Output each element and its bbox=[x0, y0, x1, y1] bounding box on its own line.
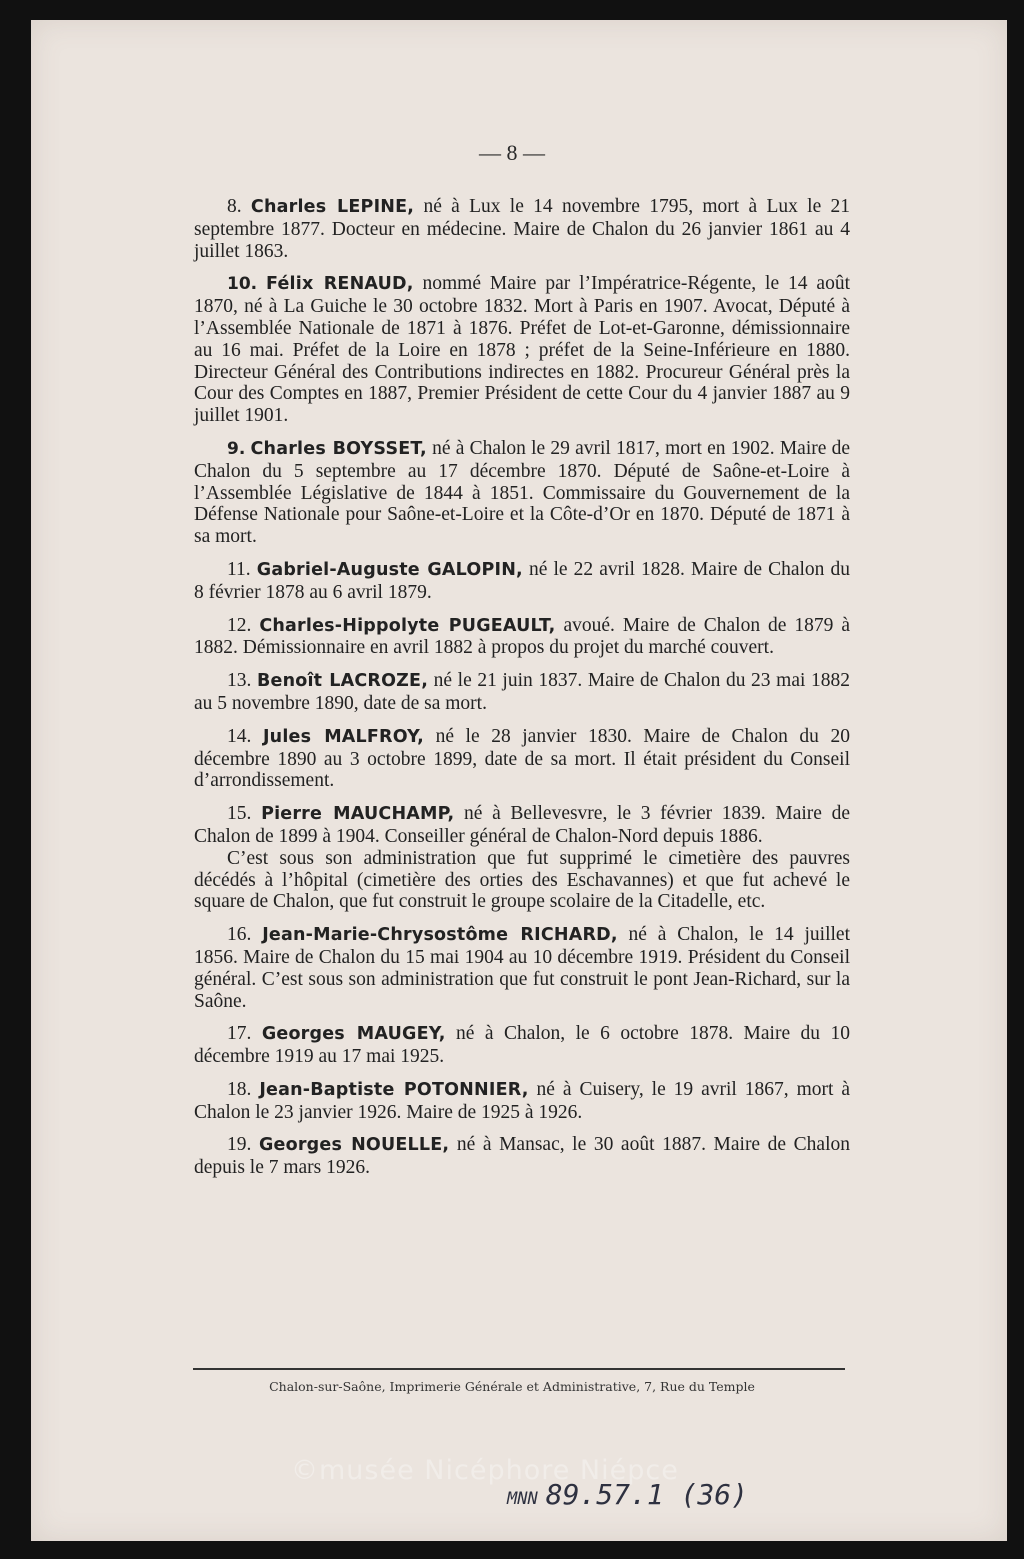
entry-number: 10. bbox=[227, 274, 258, 295]
entry-name: Félix RENAUD, bbox=[266, 274, 414, 295]
entry-text: né à Bellevesvre, le 3 février 1839. Maire de Chalon de 1899 à 1904. Conseiller général de Chalon-Nord depuis 1886. bbox=[194, 803, 851, 847]
mayor-list bbox=[194, 196, 850, 1190]
entry-name: Gabriel-Auguste GALOPIN, bbox=[256, 559, 523, 580]
entry-number: 8. bbox=[227, 196, 242, 217]
entry-name: Jean-Baptiste POTONNIER, bbox=[259, 1079, 529, 1100]
entry-text: né le 21 juin 1837. Maire de Chalon du 23 mai 1882 au 5 novembre 1890, date de sa mort. bbox=[194, 670, 851, 714]
inventory-value: 89.57.1 (36) bbox=[545, 1478, 749, 1511]
list-item bbox=[194, 615, 850, 660]
entry-number: 16. bbox=[227, 924, 252, 946]
entry-name: Georges MAUGEY, bbox=[261, 1024, 446, 1045]
entry-number: 19. bbox=[227, 1134, 252, 1156]
entry-name: Charles LEPINE, bbox=[250, 197, 415, 217]
entry-number: 13. bbox=[227, 670, 252, 692]
entry-number: 14. bbox=[227, 725, 252, 747]
entry-text: né le 28 janvier 1830. Maire de Chalon du 20 décembre 1890 au 3 octobre 1899, date de sa mort. Il était président du Conseil d’arrondissement. bbox=[194, 725, 850, 792]
entry-name: Jules MALFROY, bbox=[262, 726, 425, 747]
entry-name: Jean-Marie-Chrysostôme RICHARD, bbox=[262, 925, 618, 946]
entry-number: 15. bbox=[227, 803, 252, 825]
museum-watermark: ©musée Nicéphore Niépce bbox=[291, 1455, 679, 1486]
entry-text: né à Chalon, le 14 juillet 1856. Maire de Chalon du 15 mai 1904 au 10 décembre 1919. Président du Conseil général. C’est sous son administration que fut construit le pont Jean-Richard, sur la Saône. bbox=[194, 924, 850, 1012]
printer-imprint: Chalon-sur-Saône, Imprimerie Générale et Administrative, 7, Rue du Temple bbox=[269, 1379, 755, 1394]
list-item bbox=[194, 803, 850, 913]
list-item bbox=[194, 1134, 850, 1179]
list-item bbox=[194, 196, 850, 262]
list-item bbox=[194, 273, 850, 427]
entry-text: nommé Maire par l’Impératrice-Régente, le 14 août 1870, né à La Guiche le 30 octobre 1832. Mort à Paris en 1907. Avocat, Député à l’Assemblée Nationale de 1871 à 1876. Préfet de Lot-et-Garonne, démissionnaire au 16 mai. Préfet de la Loire en 1878 ; préfet de la Seine-Inférieure en 1880. Directeur Général des Contributions indirectes en 1882. Procureur Général près la Cour des Comptes en 1887, Premier Président de cette Cour du 4 janvier 1887 au 9 juillet 1901. bbox=[194, 273, 850, 427]
list-item bbox=[194, 1023, 850, 1068]
list-item bbox=[194, 726, 850, 792]
page-number: — 8 — bbox=[479, 140, 545, 165]
list-item bbox=[194, 1079, 850, 1124]
list-item bbox=[194, 559, 850, 604]
entry-number: 9. bbox=[227, 438, 246, 459]
list-item bbox=[194, 438, 850, 548]
list-item bbox=[194, 670, 850, 715]
inventory-number bbox=[507, 1478, 748, 1511]
entry-name: Charles BOYSSET, bbox=[250, 438, 427, 459]
inventory-code: MNN bbox=[507, 1489, 538, 1509]
footer-rule bbox=[193, 1368, 845, 1370]
entry-extra-paragraph: C’est sous son administration que fut supprimé le cimetière des pauvres décédés à l’hôpital (cimetière des orties des Eschavannes) et que fut achevé le square de Chalon, que fut construit le groupe scolaire de la Citadelle, etc. bbox=[194, 847, 850, 913]
entry-number: 18. bbox=[227, 1078, 252, 1100]
entry-number: 17. bbox=[227, 1023, 252, 1045]
entry-text: avoué. Maire de Chalon de 1879 à 1882. Démissionnaire en avril 1882 à propos du projet du marché couvert. bbox=[194, 614, 851, 659]
entry-number: 12. bbox=[227, 614, 252, 636]
entry-text: né à Mansac, le 30 août 1887. Maire de Chalon depuis le 7 mars 1926. bbox=[194, 1134, 850, 1179]
entry-name: Charles-Hippolyte PUGEAULT, bbox=[259, 615, 556, 636]
entry-text: né à Lux le 14 novembre 1795, mort à Lux le 21 septembre 1877. Docteur en médecine. Maire de Chalon du 26 janvier 1861 au 4 juillet 1863. bbox=[194, 196, 851, 262]
entry-text: né à Cuisery, le 19 avril 1867, mort à Chalon le 23 janvier 1926. Maire de 1925 à 1926. bbox=[194, 1078, 851, 1123]
entry-number: 11. bbox=[227, 558, 251, 580]
entry-name: Benoît LACROZE, bbox=[256, 671, 429, 692]
entry-name: Pierre MAUCHAMP, bbox=[261, 804, 455, 825]
list-item bbox=[194, 924, 850, 1012]
entry-name: Georges NOUELLE, bbox=[258, 1135, 450, 1156]
entry-text: né le 22 avril 1828. Maire de Chalon du 8 février 1878 au 6 avril 1879. bbox=[194, 558, 851, 603]
entry-text: né à Chalon le 29 avril 1817, mort en 1902. Maire de Chalon du 5 septembre au 17 décembre 1870. Député de Saône-et-Loire à l’Assemblée Législative de 1844 à 1851. Commissaire du Gouvernement de la Défense Nationale pour Saône-et-Loire et la Côte-d’Or en 1870. Député de 1871 à sa mort. bbox=[194, 437, 851, 548]
entry-text: né à Chalon, le 6 octobre 1878. Maire du 10 décembre 1919 au 17 mai 1925. bbox=[194, 1023, 850, 1068]
